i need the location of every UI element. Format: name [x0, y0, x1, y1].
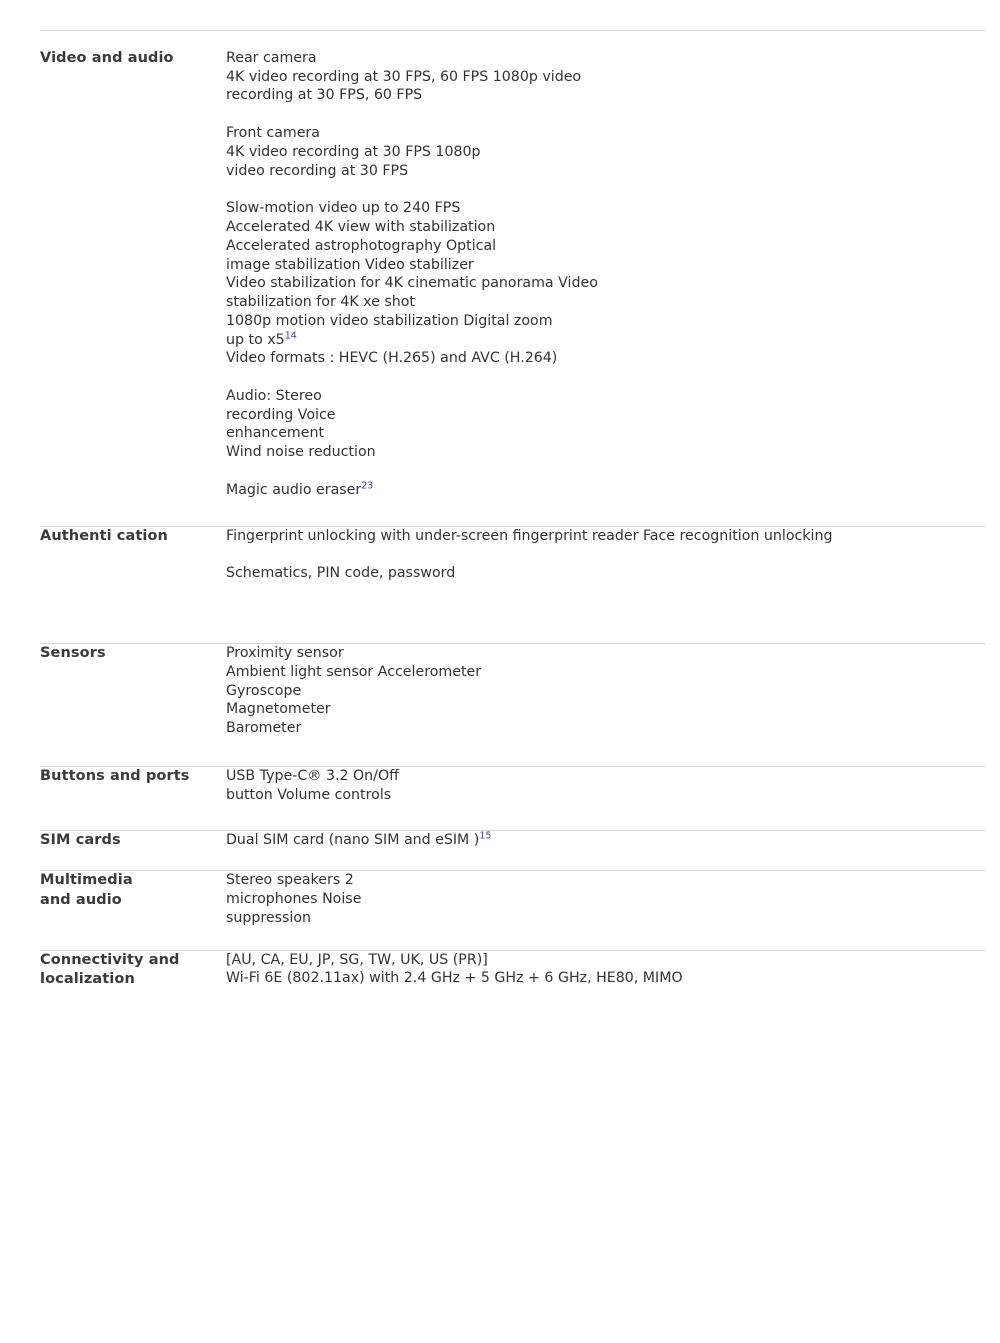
table-row: [40, 950, 985, 1019]
spec-line: Fingerprint unlocking with under-screen fingerprint reader Face recognition unlocking: [226, 527, 833, 544]
spec-line: video recording at 30 FPS: [226, 162, 409, 179]
footnote-marker: 15: [479, 830, 492, 842]
row-label-buttons-and-ports: Buttons and ports: [40, 767, 190, 784]
table-row: [40, 644, 985, 767]
spec-line: image stabilization Video stabilizer: [226, 256, 474, 273]
spec-line: 4K video recording at 30 FPS, 60 FPS 1080p video: [226, 68, 582, 85]
spec-line: Audio: Stereo: [226, 388, 322, 405]
spec-line: Accelerated astrophotography Optical: [226, 237, 497, 254]
spec-line: [AU, CA, EU, JP, SG, TW, UK, US (PR)]: [226, 951, 488, 968]
spec-line: Rear camera: [226, 50, 317, 66]
spec-line: Front camera: [226, 125, 320, 142]
spacer-line: [226, 545, 985, 564]
spacer-line: [226, 180, 985, 199]
row-value-authentication: [226, 526, 985, 643]
row-value-video-and-audio: [226, 31, 985, 527]
row-value-buttons-and-ports: [226, 766, 985, 830]
spec-line: suppression: [226, 909, 312, 926]
spec-line: Ambient light sensor Accelerometer: [226, 663, 482, 680]
spec-line: Magic audio eraser$^{23}$: [226, 480, 374, 498]
spec-line: Wind noise reduction: [226, 444, 376, 461]
row-label-sim-cards: SIM cards: [40, 832, 121, 849]
table-row: [40, 871, 985, 950]
spec-line: 4K video recording at 30 FPS 1080p: [226, 143, 481, 160]
specifications-table: [40, 30, 985, 1019]
table-row: [40, 766, 985, 830]
spec-line: Slow-motion video up to 240 FPS: [226, 200, 461, 217]
footnote-marker: 23: [361, 480, 374, 492]
spec-line: Accelerated 4K view with stabilization: [226, 219, 496, 236]
spec-line: Gyroscope: [226, 682, 302, 699]
row-value-sensors: [226, 644, 985, 767]
row-label-video-and-audio: Video and audio: [40, 50, 174, 66]
spec-line: enhancement: [226, 425, 325, 442]
table-row: [40, 31, 985, 527]
spec-line: USB Type-C® 3.2 On/Off: [226, 767, 399, 784]
spec-line: microphones Noise: [226, 891, 362, 908]
spec-line: Schematics, PIN code, password: [226, 565, 456, 582]
row-value-multimedia-and-audio: [226, 871, 985, 950]
spec-line: Stereo speakers 2: [226, 872, 354, 889]
row-label-multimedia-and-audio: Multimedia and audio: [40, 872, 133, 908]
spec-line: button Volume controls: [226, 786, 392, 803]
row-label-sensors: Sensors: [40, 645, 106, 662]
spec-line: Wi-Fi 6E (802.11ax) with 2.4 GHz + 5 GHz + 6 GHz, HE80, MIMO: [226, 970, 683, 987]
spec-line: 1080p motion video stabilization Digital zoom: [226, 312, 553, 329]
spec-line: Magnetometer: [226, 701, 331, 718]
spec-line: Video formats : HEVC (H.265) and AVC (H.264): [226, 350, 558, 367]
footnote-marker: 14: [284, 329, 297, 341]
spec-line: up to $x5^{14}$: [226, 329, 297, 348]
table-row: [40, 526, 985, 643]
spec-line: stabilization for 4K xe shot: [226, 294, 415, 311]
spec-line: recording at 30 FPS, 60 FPS: [226, 87, 423, 104]
table-row: [40, 831, 985, 871]
row-label-authentication: Authenti cation: [40, 527, 168, 544]
specifications-table-body: [40, 31, 985, 1019]
row-value-connectivity-and-localization: [226, 950, 985, 1019]
spacer-line: [226, 105, 985, 124]
spacer-line: [226, 462, 985, 481]
row-label-connectivity-and-localization: Connectivity and localization: [40, 951, 180, 987]
spacer-line: [226, 368, 985, 387]
spec-line: recording Voice: [226, 406, 336, 423]
spec-line: Dual SIM card (nano SIM and eSIM )$^{15}$: [226, 830, 492, 849]
spec-line: Proximity sensor: [226, 645, 344, 662]
row-value-sim-cards: [226, 831, 985, 871]
spec-line: Video stabilization for 4K cinematic panorama Video: [226, 275, 598, 292]
spec-line: Barometer: [226, 720, 302, 737]
